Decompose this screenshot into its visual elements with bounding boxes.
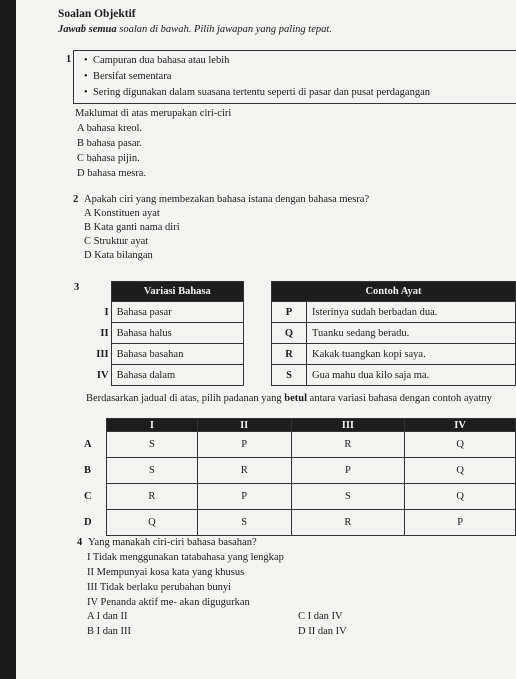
table-row: I Bahasa pasar: [86, 302, 244, 323]
q1-option-a[interactable]: A bahasa kreol.: [77, 123, 143, 134]
q2-option-a[interactable]: A Konstituen ayat: [84, 208, 160, 219]
q4-option-c[interactable]: C I dan IV: [298, 611, 343, 622]
section-title: Soalan Objektif: [58, 8, 136, 20]
answer-col-header: IV: [405, 419, 516, 432]
variasi-header: Variasi Bahasa: [111, 282, 243, 302]
q3-prompt: Berdasarkan jadual di atas, pilih padanan yang betul antara variasi bahasa dengan contoh ayatny: [86, 393, 492, 404]
table-row: Q Tuanku sedang beradu.: [272, 323, 516, 344]
answer-col-header: III: [291, 419, 405, 432]
table-row: II Bahasa halus: [86, 323, 244, 344]
table-row: IV Bahasa dalam: [86, 365, 244, 386]
q1-info-box: [73, 50, 516, 104]
q2-option-b[interactable]: B Kata ganti nama diri: [84, 222, 180, 233]
answer-option-b[interactable]: B S R P Q: [82, 458, 516, 484]
question-number-3: 3: [74, 282, 80, 293]
question-number-1: 1: [66, 54, 72, 65]
answer-option-c[interactable]: C R P S Q: [82, 484, 516, 510]
answer-option-d[interactable]: D Q S R P: [82, 510, 516, 536]
instructions: Jawab semua soalan di bawah. Pilih jawapan yang paling tepat.: [58, 24, 332, 35]
question-number-2: 2: [73, 194, 79, 205]
answer-table: [82, 418, 516, 536]
question-number-4: 4: [77, 537, 83, 548]
table-row: S Gua mahu dua kilo saja ma.: [272, 365, 516, 386]
q1-prompt: Maklumat di atas merupakan ciri-ciri: [75, 108, 232, 119]
q2-prompt: Apakah ciri yang membezakan bahasa istana dengan bahasa mesra?: [84, 194, 370, 205]
answer-col-header: II: [197, 419, 291, 432]
q4-item: I Tidak menggunakan tatabahasa yang lengkap: [87, 552, 284, 563]
q1-option-c[interactable]: C bahasa pijin.: [77, 153, 140, 164]
box-item: • Sering digunakan dalam suasana tertentu seperti di pasar dan pusat perdagangan: [84, 87, 430, 98]
q2-option-c[interactable]: C Struktur ayat: [84, 236, 149, 247]
q4-prompt: Yang manakah ciri-ciri bahasa basahan?: [88, 537, 257, 548]
q4-item: II Mempunyai kosa kata yang khusus: [87, 567, 245, 578]
table-row: III Bahasa basahan: [86, 344, 244, 365]
worksheet-page: [16, 0, 516, 679]
answer-col-header: I: [107, 419, 198, 432]
q2-option-d[interactable]: D Kata bilangan: [84, 250, 153, 261]
table-row: R Kakak tuangkan kopi saya.: [272, 344, 516, 365]
box-item: • Campuran dua bahasa atau lebih: [84, 55, 230, 66]
box-item: • Bersifat sementara: [84, 71, 172, 82]
q4-item: III Tidak berlaku perubahan bunyi: [87, 582, 232, 593]
q4-option-a[interactable]: A I dan II: [87, 611, 128, 622]
q4-option-b[interactable]: B I dan III: [87, 626, 132, 637]
contoh-table: [271, 281, 516, 386]
table-row: P Isterinya sudah berbadan dua.: [272, 302, 516, 323]
q4-option-d[interactable]: D II dan IV: [298, 626, 347, 637]
variasi-table: [86, 281, 244, 386]
q4-item: IV Penanda aktif me- akan digugurkan: [87, 597, 250, 608]
contoh-header: Contoh Ayat: [272, 282, 516, 302]
answer-option-a[interactable]: A S P R Q: [82, 432, 516, 458]
q1-option-b[interactable]: B bahasa pasar.: [77, 138, 143, 149]
q1-option-d[interactable]: D bahasa mesra.: [77, 168, 147, 179]
